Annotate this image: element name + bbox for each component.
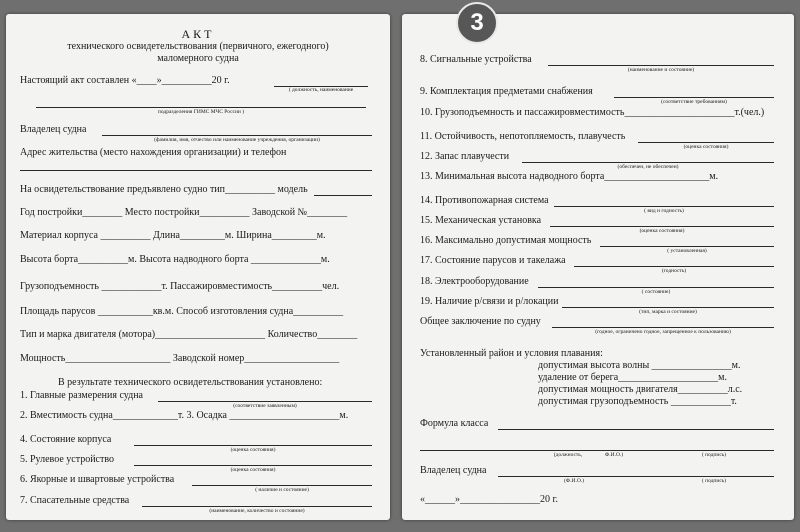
item-15-label: 15. Механическая установка — [420, 215, 542, 226]
item-8-hint: (наименование и состояние) — [627, 67, 695, 73]
signature-sub: ( подпись) — [701, 452, 727, 458]
owner-signature-sub: ( подпись) — [701, 478, 727, 484]
left-page — [6, 14, 390, 520]
item-11-rule — [638, 142, 774, 143]
item-19-label: 19. Наличие р/связи и р/локации — [420, 296, 559, 307]
shore-distance-line: удаление от берега____________________м. — [538, 372, 727, 383]
item-12-label: 12. Запас плавучести — [420, 151, 510, 162]
item-18-hint: ( состояние) — [641, 289, 671, 295]
item-5-label: 5. Рулевое устройство — [20, 454, 115, 465]
authority-hint: подразделения ГИМС МЧС России ) — [157, 109, 245, 115]
item-6-rule — [192, 485, 372, 486]
item-9-label: 9. Комплектация предметами снабжения — [420, 86, 593, 97]
item-15-hint: (оценка состояния) — [639, 228, 685, 234]
position-hint: ( должность, наименование — [288, 87, 354, 93]
document-subtitle-2: маломерного судна — [157, 53, 239, 64]
item-4-rule — [134, 445, 372, 446]
item-16-hint: ( установленная) — [667, 248, 707, 254]
engine-line: Тип и марка двигателя (мотора)______________________ Количество________ — [20, 329, 358, 340]
item-5-rule — [134, 465, 372, 466]
build-year-line: Год постройки________ Место постройки__________ Заводской №________ — [20, 207, 348, 218]
item-17-rule — [574, 266, 774, 267]
conclusion-rule — [552, 327, 774, 328]
item-11-label: 11. Остойчивость, непотопляемость, плавучесть — [420, 131, 626, 142]
page-number-badge: 3 — [456, 2, 498, 44]
item-9-rule — [614, 97, 774, 98]
item-10-line: 10. Грузоподъемность и пассажировместимость______________________т.(чел.) — [420, 107, 765, 118]
item-7-rule — [142, 506, 372, 507]
model-rule — [314, 195, 372, 196]
owner-label: Владелец судна — [20, 124, 87, 135]
item-8-label: 8. Сигнальные устройства — [420, 54, 532, 65]
item-2-3-line: 2. Вместимость судна_____________т. 3. Осадка ______________________м. — [20, 410, 349, 421]
position-sub: (должность, — [553, 452, 583, 458]
item-4-hint: (оценка состояния) — [230, 447, 276, 453]
class-formula-label: Формула класса — [420, 418, 489, 429]
navigation-heading: Установленный район и условия плавания: — [420, 348, 603, 359]
conclusion-label: Общее заключение по судну — [420, 316, 541, 327]
item-12-hint: (обеспечен, не обеспечен) — [617, 164, 679, 170]
item-1-rule — [158, 401, 372, 402]
name-sub: Ф.И.О.) — [604, 452, 624, 458]
item-14-hint: ( вид и годность) — [644, 208, 684, 214]
address-rule — [20, 170, 372, 171]
item-4-label: 4. Состояние корпуса — [20, 434, 112, 445]
vessel-owner-rule — [498, 476, 774, 477]
item-18-label: 18. Электрооборудование — [420, 276, 529, 287]
vessel-owner-label: Владелец судна — [420, 465, 487, 476]
item-1-label: 1. Главные размерения судна — [20, 390, 143, 401]
conclusion-hint: (годное, ограничено годное, запрещенное к пользованию) — [595, 329, 731, 335]
address-label: Адрес жительства (место нахождения организации) и телефон — [20, 147, 287, 158]
authority-rule — [36, 107, 366, 108]
signing-date-line: «______»________________20 г. — [420, 494, 558, 505]
item-11-hint: (оценка состояния) — [683, 144, 729, 150]
right-page — [402, 14, 794, 520]
engine-power-line: допустимая мощность двигателя__________л.с. — [538, 384, 743, 395]
item-8-rule — [548, 65, 774, 66]
item-7-hint: (наименование, количество и состояние) — [209, 508, 305, 514]
document-subtitle: технического освидетельствования (первичного, ежегодного) — [67, 41, 329, 52]
board-height-line: Высота борта__________м. Высота надводного борта ______________м. — [20, 254, 330, 265]
wave-height-line: допустимая высота волны ________________м. — [538, 360, 741, 371]
item-1-hint: (соответствие заявленным) — [233, 403, 297, 409]
vessel-type-line: На освидетельствование предъявлено судно тип__________ модель — [20, 184, 308, 195]
hull-material-line: Материал корпуса __________ Длина_________м. Ширина_________м. — [20, 230, 326, 241]
item-19-hint: (тип, марка и состояние) — [639, 309, 697, 315]
item-19-rule — [562, 307, 774, 308]
item-16-label: 16. Максимально допустимая мощность — [420, 235, 592, 246]
item-12-rule — [522, 162, 774, 163]
item-5-hint: (оценка состояния) — [230, 467, 276, 473]
item-14-rule — [554, 206, 774, 207]
power-line: Мощность_____________________ Заводской номер___________________ — [20, 353, 340, 364]
item-14-label: 14. Противопожарная система — [420, 195, 549, 206]
item-9-hint: (соответствие требованиям) — [661, 99, 727, 105]
item-17-label: 17. Состояние парусов и такелажа — [420, 255, 566, 266]
class-formula-rule — [498, 429, 774, 430]
inspector-rule — [420, 450, 774, 451]
owner-rule — [102, 135, 372, 136]
item-6-hint: ( наличие и состояние) — [255, 487, 309, 493]
item-6-label: 6. Якорные и швартовые устройства — [20, 474, 175, 485]
item-13-line: 13. Минимальная высота надводного борта_____________________м. — [420, 171, 719, 182]
owner-name-sub: (Ф.И.О.) — [563, 478, 585, 484]
document-title: АКТ — [181, 27, 215, 41]
capacity-line: Грузоподъемность ____________т. Пассажировместимость__________чел. — [20, 281, 340, 292]
item-7-label: 7. Спасательные средства — [20, 495, 130, 506]
item-15-rule — [550, 226, 774, 227]
item-16-rule — [600, 246, 774, 247]
act-date-line: Настоящий акт составлен «____»__________20 г. — [20, 75, 230, 86]
results-heading: В результате технического освидетельствования установлено: — [58, 377, 323, 388]
payload-line: допустимая грузоподъемность ____________т. — [538, 396, 737, 407]
sail-area-line: Площадь парусов ___________кв.м. Способ изготовления судна__________ — [20, 306, 344, 317]
owner-hint: (фамилия, имя, отчество или наименование учреждения, организации) — [154, 137, 320, 143]
item-17-hint: (годность) — [661, 268, 687, 274]
item-18-rule — [538, 287, 774, 288]
